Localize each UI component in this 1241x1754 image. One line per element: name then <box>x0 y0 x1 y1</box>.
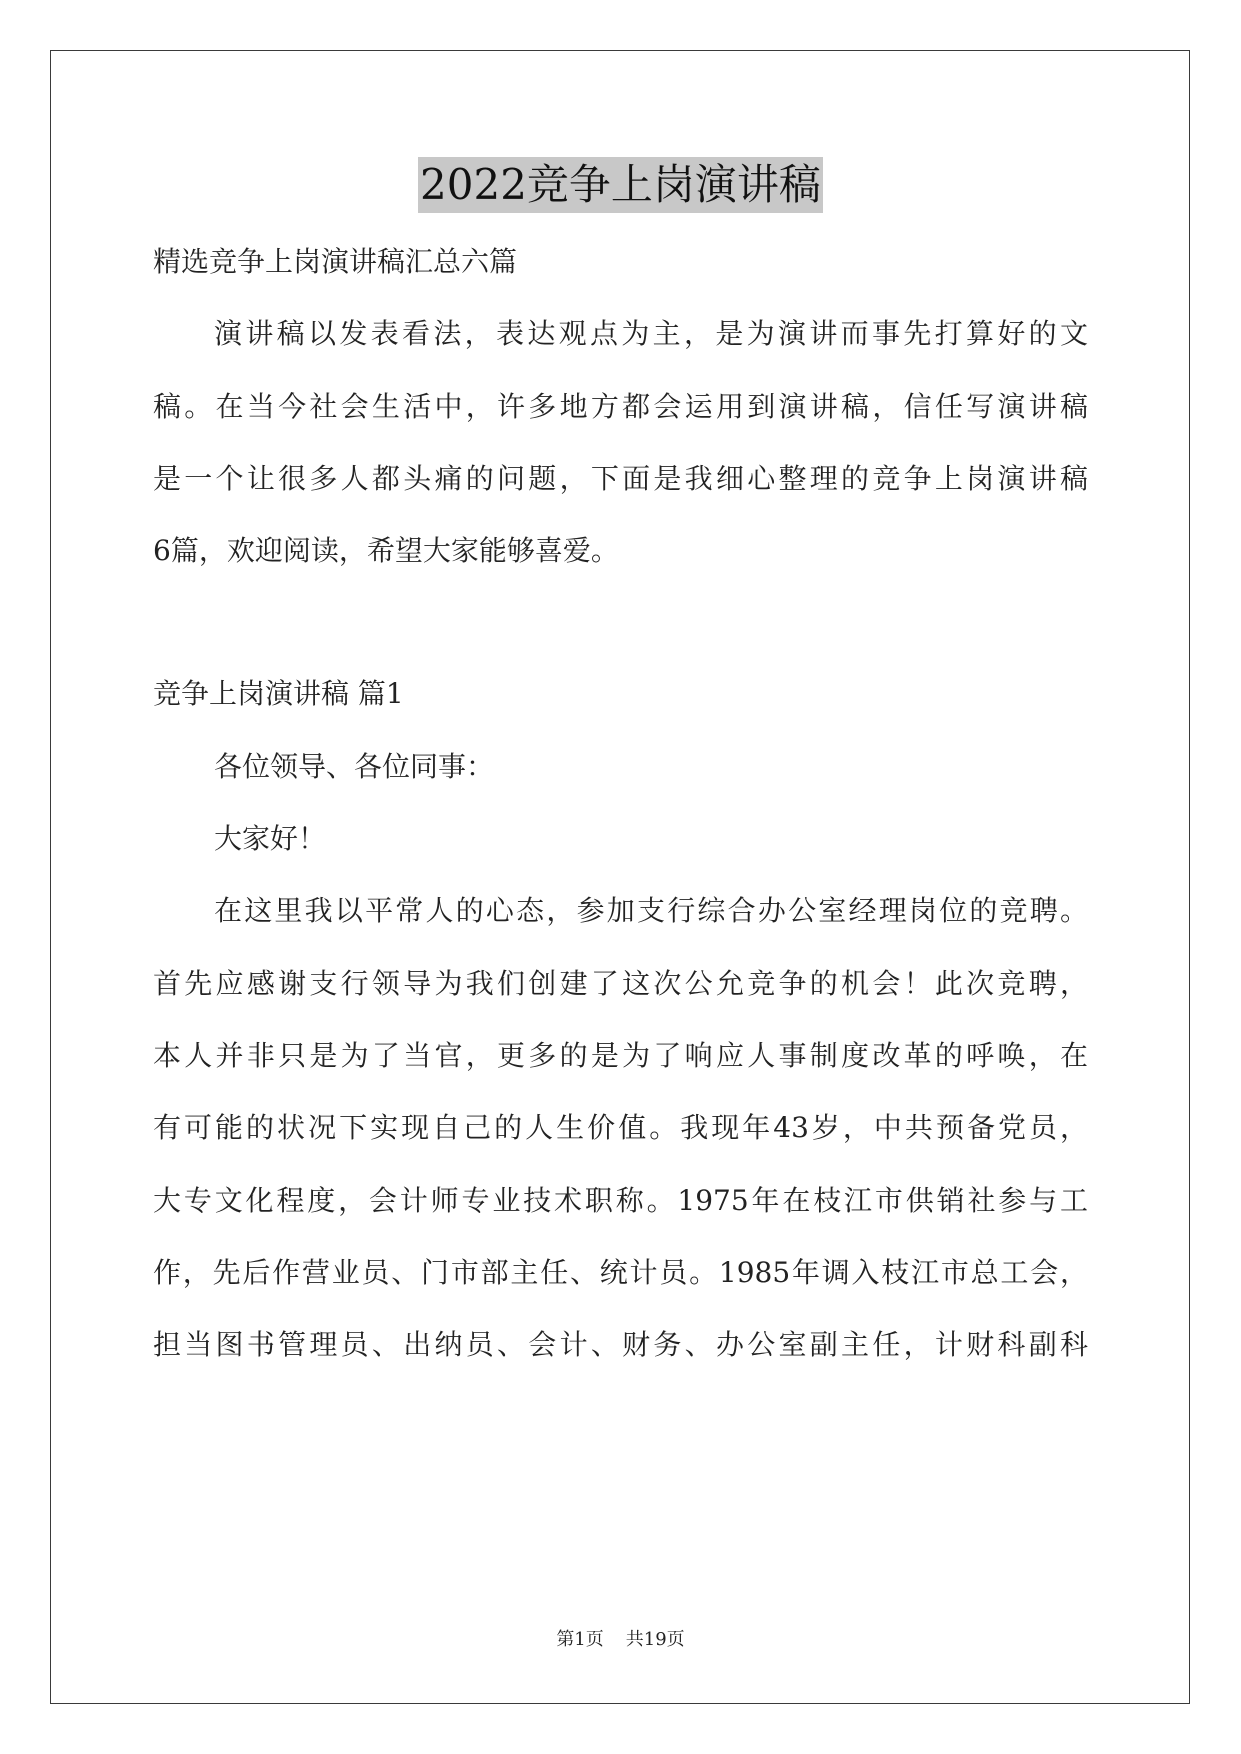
section-heading: 竞争上岗演讲稿 篇1 <box>153 677 404 710</box>
body-line-5: 大专文化程度，会计师专业技术职称。1975年在枝江市供销社参与工 <box>153 1184 1088 1217</box>
title-container <box>0 157 1241 213</box>
intro-line-1: 演讲稿以发表看法，表达观点为主，是为演讲而事先打算好的文 <box>214 317 1088 350</box>
intro-line-3: 是一个让很多人都头痛的问题，下面是我细心整理的竞争上岗演讲稿 <box>153 462 1088 495</box>
body-line-3: 本人并非只是为了当官，更多的是为了响应人事制度改革的呼唤，在 <box>153 1039 1088 1072</box>
body-line-1: 在这里我以平常人的心态，参加支行综合办公室经理岗位的竞聘。 <box>214 894 1088 927</box>
body-line-4: 有可能的状况下实现自己的人生价值。我现年43岁，中共预备党员， <box>153 1111 1088 1144</box>
intro-line-2: 稿。在当今社会生活中，许多地方都会运用到演讲稿，信任写演讲稿 <box>153 390 1088 423</box>
page-total: 共19页 <box>625 1629 685 1650</box>
page-number: 第1页 <box>556 1629 604 1650</box>
document-title: 2022竞争上岗演讲稿 <box>418 157 823 213</box>
page-footer <box>0 1628 1241 1652</box>
body-line-2: 首先应感谢支行领导为我们创建了这次公允竞争的机会！此次竞聘， <box>153 967 1088 1000</box>
salutation: 大家好！ <box>214 822 327 855</box>
greeting: 各位领导、各位同事： <box>214 750 495 783</box>
page-border <box>50 50 1190 1704</box>
document-subtitle: 精选竞争上岗演讲稿汇总六篇 <box>153 245 518 278</box>
body-line-7: 担当图书管理员、出纳员、会计、财务、办公室副主任，计财科副科 <box>153 1328 1088 1361</box>
intro-line-4: 6篇，欢迎阅读，希望大家能够喜爱。 <box>153 534 619 567</box>
body-line-6: 作，先后作营业员、门市部主任、统计员。1985年调入枝江市总工会， <box>153 1256 1088 1289</box>
